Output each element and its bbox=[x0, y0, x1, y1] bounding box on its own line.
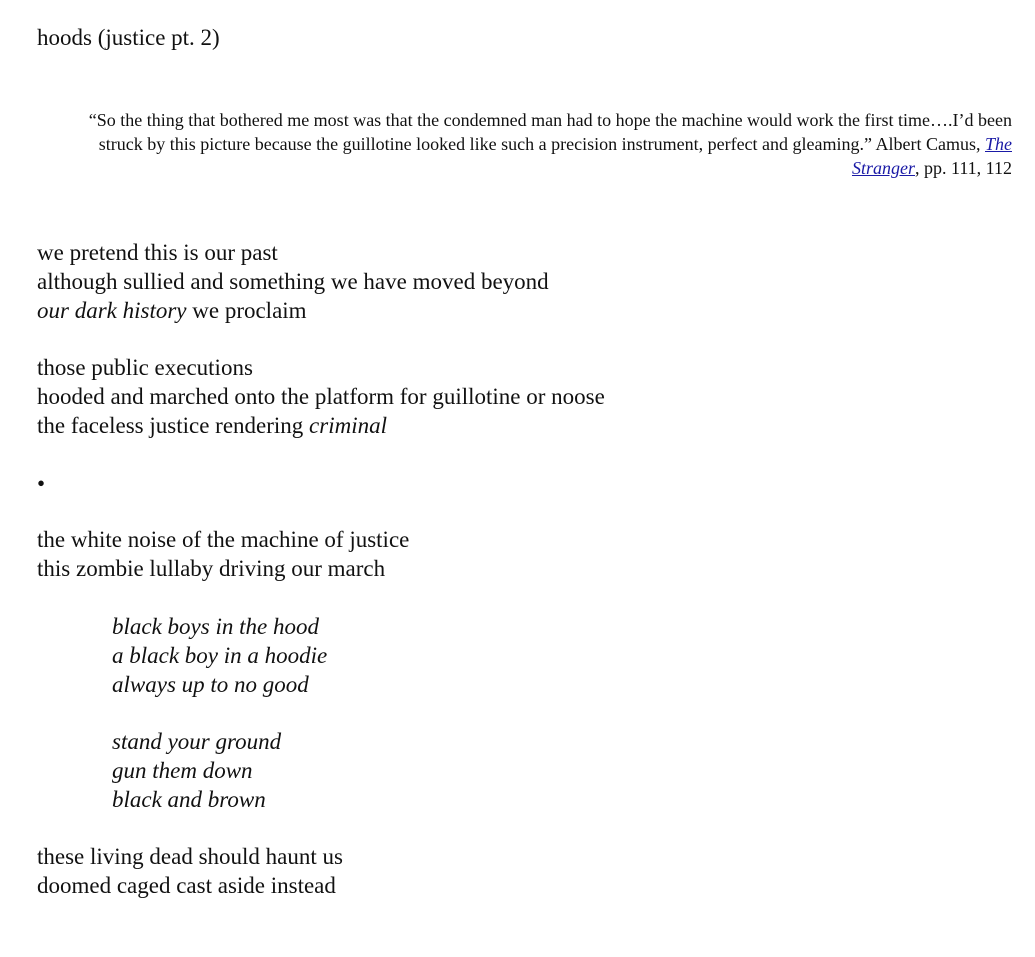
stanza-1-line-3-rest: we proclaim bbox=[186, 297, 307, 323]
stanza-1-line-1: we pretend this is our past bbox=[37, 240, 278, 265]
stanza-1 bbox=[37, 239, 549, 325]
stanza-3 bbox=[37, 526, 409, 584]
stanza-4-line-3: always up to no good bbox=[112, 671, 309, 697]
poem-title: hoods (justice pt. 2) bbox=[37, 25, 220, 50]
stanza-1-line-2: although sullied and something we have moved beyond bbox=[37, 268, 549, 294]
stanza-6 bbox=[37, 843, 343, 901]
stanza-5-line-2: gun them down bbox=[112, 757, 253, 783]
stanza-5 bbox=[112, 728, 281, 814]
stanza-2-line-2: hooded and marched onto the platform for guillotine or noose bbox=[37, 383, 605, 409]
stanza-2-line-1: those public executions bbox=[37, 355, 253, 380]
stanza-5-line-3: black and brown bbox=[112, 786, 266, 812]
stanza-1-line-3-italic: our dark history bbox=[37, 297, 187, 323]
stanza-4-line-2: a black boy in a hoodie bbox=[112, 642, 328, 668]
section-separator: • bbox=[37, 471, 46, 496]
stanza-6-line-1: these living dead should haunt us bbox=[37, 844, 343, 869]
stanza-4-line-1: black boys in the hood bbox=[112, 614, 319, 639]
stanza-6-line-2: doomed caged cast aside instead bbox=[37, 872, 336, 898]
book-title-link[interactable]: The Stranger bbox=[852, 134, 1012, 178]
epigraph-pages: , pp. 111, 112 bbox=[915, 158, 1012, 178]
stanza-2-line-3-start: the faceless justice rendering bbox=[37, 412, 310, 438]
stanza-5-line-1: stand your ground bbox=[112, 729, 282, 754]
stanza-2-line-3-italic: criminal bbox=[309, 412, 387, 438]
stanza-2 bbox=[37, 354, 605, 440]
stanza-3-line-1: the white noise of the machine of justice bbox=[37, 527, 410, 552]
epigraph bbox=[60, 108, 1012, 180]
stanza-3-line-2: this zombie lullaby driving our march bbox=[37, 555, 386, 581]
epigraph-quote: “So the thing that bothered me most was that the condemned man had to hope the machine would work the first time….I’d been struck by this picture because the guillotine looked like such a precision instrument, perfect and gleaming.” Albert Camus, bbox=[88, 110, 1012, 154]
stanza-1-line-3 bbox=[37, 297, 549, 326]
stanza-2-line-3 bbox=[37, 412, 605, 441]
stanza-4 bbox=[112, 613, 327, 699]
